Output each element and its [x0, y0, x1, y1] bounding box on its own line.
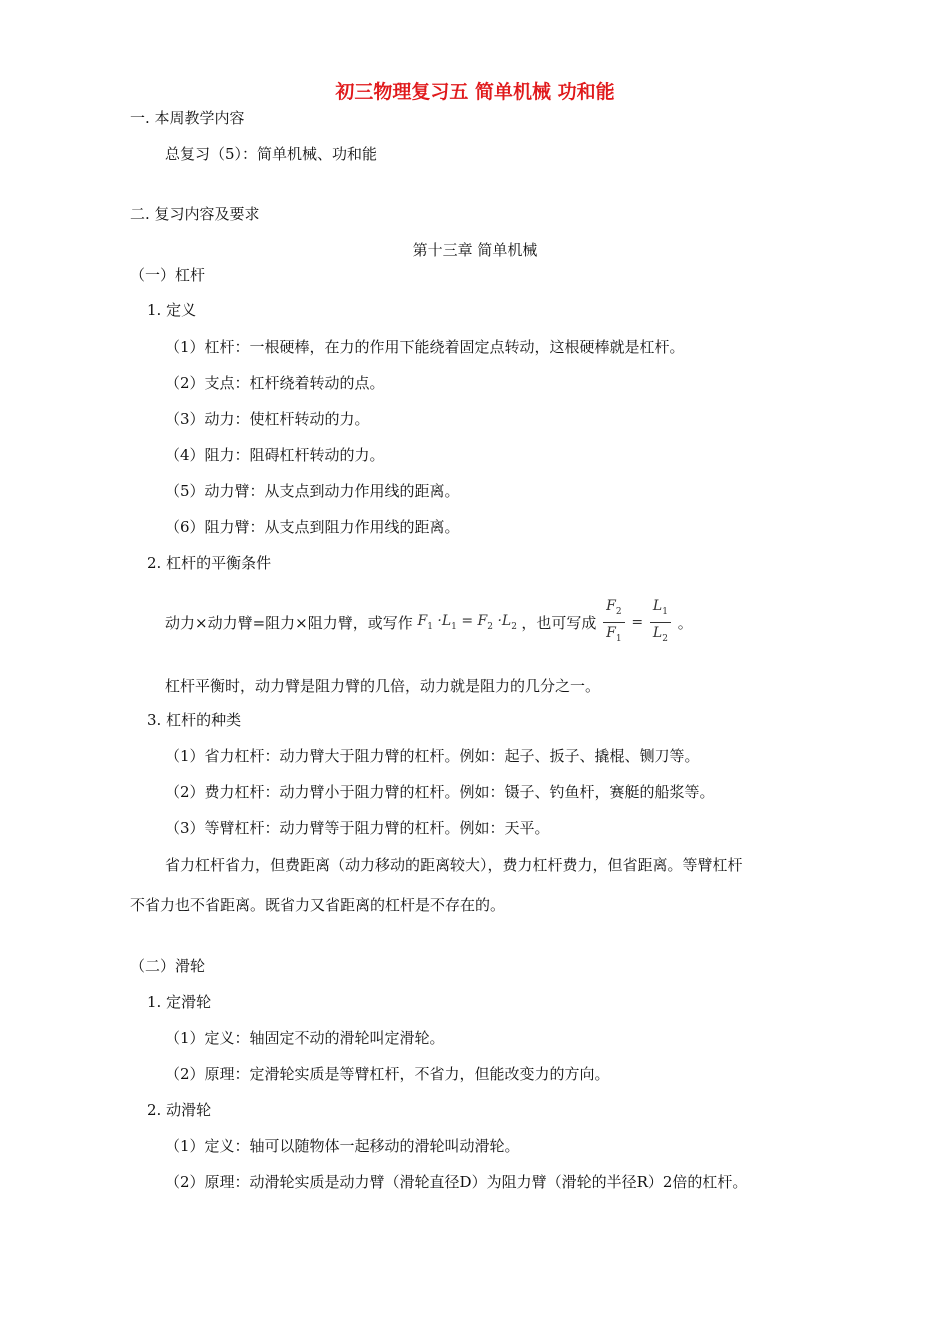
- section-2-heading: 二. 复习内容及要求: [130, 205, 260, 223]
- section-1-heading: 一. 本周教学内容: [130, 109, 245, 127]
- kinds-item: （3）等臂杠杆：动力臂等于阻力臂的杠杆。例如：天平。: [165, 819, 550, 837]
- ratio-fraction-force: $\frac{F_2}{F_1}$: [603, 596, 624, 649]
- lever-definition-item: （6）阻力臂：从支点到阻力作用线的距离。: [165, 518, 460, 536]
- lever-definition-heading: 1. 定义: [147, 301, 197, 319]
- section-1-content: 总复习（5）：简单机械、功和能: [165, 145, 378, 163]
- kinds-item: （1）省力杠杆：动力臂大于阻力臂的杠杆。例如：起子、扳子、撬棍、铡刀等。: [165, 747, 700, 765]
- fixed-pulley-item: （1）定义：轴固定不动的滑轮叫定滑轮。: [165, 1029, 445, 1047]
- balance-text-alt: ，也可写成: [521, 613, 597, 632]
- balance-heading: 2. 杠杆的平衡条件: [147, 554, 272, 572]
- balance-note: 杠杆平衡时，动力臂是阻力臂的几倍，动力就是阻力的几分之一。: [165, 677, 601, 695]
- chapter-title: 第十三章 简单机械: [412, 241, 538, 259]
- lever-definition-item: （3）动力：使杠杆转动的力。: [165, 410, 370, 428]
- lever-heading: （一）杠杆: [130, 266, 206, 284]
- fixed-pulley-item: （2）原理：定滑轮实质是等臂杠杆，不省力，但能改变力的方向。: [165, 1065, 610, 1083]
- balance-formula-line: 动力×动力臂=阻力×阻力臂，或写作 $F_1 \cdot L_1 = F_2 \cdot L_2$ ，也可写成 $\frac{F_2}{F_1}$ = $\frac{L_1}{L_2}$ 。: [165, 596, 693, 652]
- kinds-summary-line-1: 省力杠杆省力，但费距离（动力移动的距离较大），费力杠杆费力，但省距离。等臂杠杆: [165, 856, 743, 874]
- lever-definition-item: （2）支点：杠杆绕着转动的点。: [165, 374, 385, 392]
- lever-definition-item: （5）动力臂：从支点到动力作用线的距离。: [165, 482, 460, 500]
- kinds-summary-line-2: 不省力也不省距离。既省力又省距离的杠杆是不存在的。: [130, 896, 506, 914]
- lever-definition-item: （1）杠杆：一根硬棒，在力的作用下能绕着固定点转动，这根硬棒就是杠杆。: [165, 338, 685, 356]
- ratio-fraction-arm: $\frac{L_1}{L_2}$: [650, 596, 671, 649]
- balance-text: 动力×动力臂=阻力×阻力臂，或写作: [165, 613, 413, 632]
- fixed-pulley-heading: 1. 定滑轮: [147, 993, 212, 1011]
- kinds-heading: 3. 杠杆的种类: [147, 711, 242, 729]
- balance-formula: $F_1 \cdot L_1 = F_2 \cdot L_2$: [417, 612, 517, 632]
- kinds-item: （2）费力杠杆：动力臂小于阻力臂的杠杆。例如：镊子、钓鱼杆，赛艇的船浆等。: [165, 783, 715, 801]
- pulley-heading: （二）滑轮: [130, 957, 206, 975]
- movable-pulley-item: （2）原理：动滑轮实质是动力臂（滑轮直径D）为阻力臂（滑轮的半径R）2倍的杠杆。: [165, 1173, 748, 1191]
- movable-pulley-item: （1）定义：轴可以随物体一起移动的滑轮叫动滑轮。: [165, 1137, 520, 1155]
- movable-pulley-heading: 2. 动滑轮: [147, 1101, 212, 1119]
- lever-definition-item: （4）阻力：阻碍杠杆转动的力。: [165, 446, 385, 464]
- page-title: 初三物理复习五 简单机械 功和能: [335, 81, 615, 103]
